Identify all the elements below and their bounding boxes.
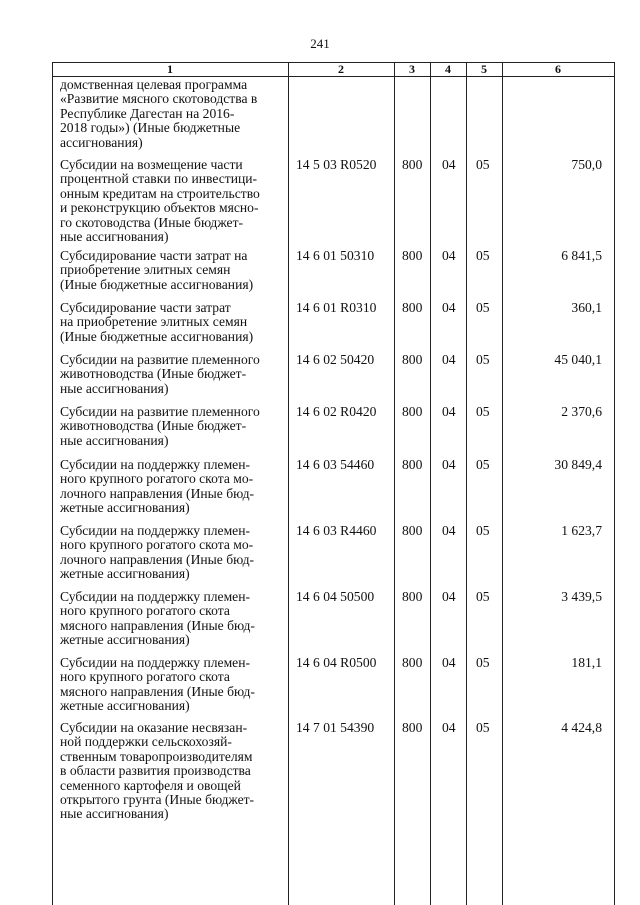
- row-amount: 750,0: [571, 157, 602, 172]
- row-description: Субсидирование части затрат на приобретение элитных семян (Иные бюджетные ассигнования): [60, 300, 254, 344]
- row-amount: 2 370,6: [561, 404, 602, 419]
- column-border: [394, 62, 395, 905]
- header-col-1: 1: [167, 62, 173, 76]
- row-amount: 6 841,5: [561, 248, 602, 263]
- row-col4: 04: [442, 457, 456, 472]
- row-col5: 05: [476, 523, 490, 538]
- row-description: Субсидии на поддержку племен- ного крупного рогатого скота мясного направления (Иные бюд- жетные ассигнования): [60, 589, 255, 648]
- row-col3: 800: [402, 457, 423, 472]
- row-amount: 1 623,7: [561, 523, 602, 538]
- row-code: 14 6 01 50310: [296, 248, 375, 263]
- row-description: Субсидии на оказание несвязан- ной поддержки сельскохозяй- ственным товаропроизводителям в области развития производства семенного картофеля и овощей открытого грунта (Иные бюджет- ные ассигнования): [60, 720, 255, 822]
- row-amount: 3 439,5: [561, 589, 602, 604]
- row-code: 14 6 04 50500: [296, 589, 375, 604]
- header-col-5: 5: [481, 62, 487, 76]
- column-border: [430, 62, 431, 905]
- row-col5: 05: [476, 352, 490, 367]
- row-col5: 05: [476, 589, 490, 604]
- column-border: [52, 62, 53, 905]
- row-col5: 05: [476, 457, 490, 472]
- row-col4: 04: [442, 720, 456, 735]
- row-col4: 04: [442, 157, 456, 172]
- row-col4: 04: [442, 404, 456, 419]
- row-col5: 05: [476, 720, 490, 735]
- row-col3: 800: [402, 157, 423, 172]
- row-col4: 04: [442, 352, 456, 367]
- row-col3: 800: [402, 352, 423, 367]
- column-border: [466, 62, 467, 905]
- row-description: Субсидии на возмещение части процентной ставки по инвестици- онным кредитам на строительство и реконструкцию объектов мясно- го скотоводства (Иные бюджет- ные ассигнования): [60, 157, 260, 245]
- row-amount: 30 849,4: [554, 457, 602, 472]
- row-col4: 04: [442, 655, 456, 670]
- row-col4: 04: [442, 248, 456, 263]
- continuation-text: домственная целевая программа «Развитие мясного скотоводства в Республике Дагестан на 2016- 2018 годы») (Иные бюджетные ассигнования): [60, 77, 258, 150]
- row-description: Субсидии на поддержку племен- ного крупного рогатого скота мясного направления (Иные бюд- жетные ассигнования): [60, 655, 255, 714]
- row-amount: 45 040,1: [554, 352, 602, 367]
- row-code: 14 5 03 R0520: [296, 157, 377, 172]
- row-col5: 05: [476, 248, 490, 263]
- row-col5: 05: [476, 300, 490, 315]
- row-code: 14 6 03 R4460: [296, 523, 377, 538]
- row-description: Субсидии на развитие племенного животноводства (Иные бюджет- ные ассигнования): [60, 352, 260, 396]
- row-col5: 05: [476, 655, 490, 670]
- row-code: 14 6 02 50420: [296, 352, 375, 367]
- row-col3: 800: [402, 248, 423, 263]
- row-col3: 800: [402, 655, 423, 670]
- row-code: 14 6 01 R0310: [296, 300, 377, 315]
- row-amount: 360,1: [571, 300, 602, 315]
- header-col-6: 6: [555, 62, 561, 76]
- row-description: Субсидии на развитие племенного животноводства (Иные бюджет- ные ассигнования): [60, 404, 260, 448]
- row-col4: 04: [442, 589, 456, 604]
- row-description: Субсидии на поддержку племен- ного крупного рогатого скота мо- лочного направления (Иные бюд- жетные ассигнования): [60, 523, 255, 582]
- row-code: 14 6 02 R0420: [296, 404, 377, 419]
- row-code: 14 6 04 R0500: [296, 655, 377, 670]
- header-col-2: 2: [338, 62, 344, 76]
- row-description: Субсидии на поддержку племен- ного крупного рогатого скота мо- лочного направления (Иные бюд- жетные ассигнования): [60, 457, 255, 516]
- row-col3: 800: [402, 523, 423, 538]
- budget-table: [52, 62, 615, 905]
- row-col4: 04: [442, 300, 456, 315]
- header-col-4: 4: [445, 62, 451, 76]
- row-description: Субсидирование части затрат на приобретение элитных семян (Иные бюджетные ассигнования): [60, 248, 254, 292]
- row-col5: 05: [476, 404, 490, 419]
- row-col3: 800: [402, 404, 423, 419]
- row-col3: 800: [402, 720, 423, 735]
- row-amount: 181,1: [571, 655, 602, 670]
- page-number: 241: [310, 36, 330, 51]
- row-code: 14 7 01 54390: [296, 720, 375, 735]
- row-amount: 4 424,8: [561, 720, 602, 735]
- column-border: [502, 62, 503, 905]
- row-code: 14 6 03 54460: [296, 457, 375, 472]
- row-col3: 800: [402, 300, 423, 315]
- column-border: [614, 62, 615, 905]
- row-col3: 800: [402, 589, 423, 604]
- row-col5: 05: [476, 157, 490, 172]
- row-col4: 04: [442, 523, 456, 538]
- column-border: [288, 62, 289, 905]
- header-col-3: 3: [409, 62, 415, 76]
